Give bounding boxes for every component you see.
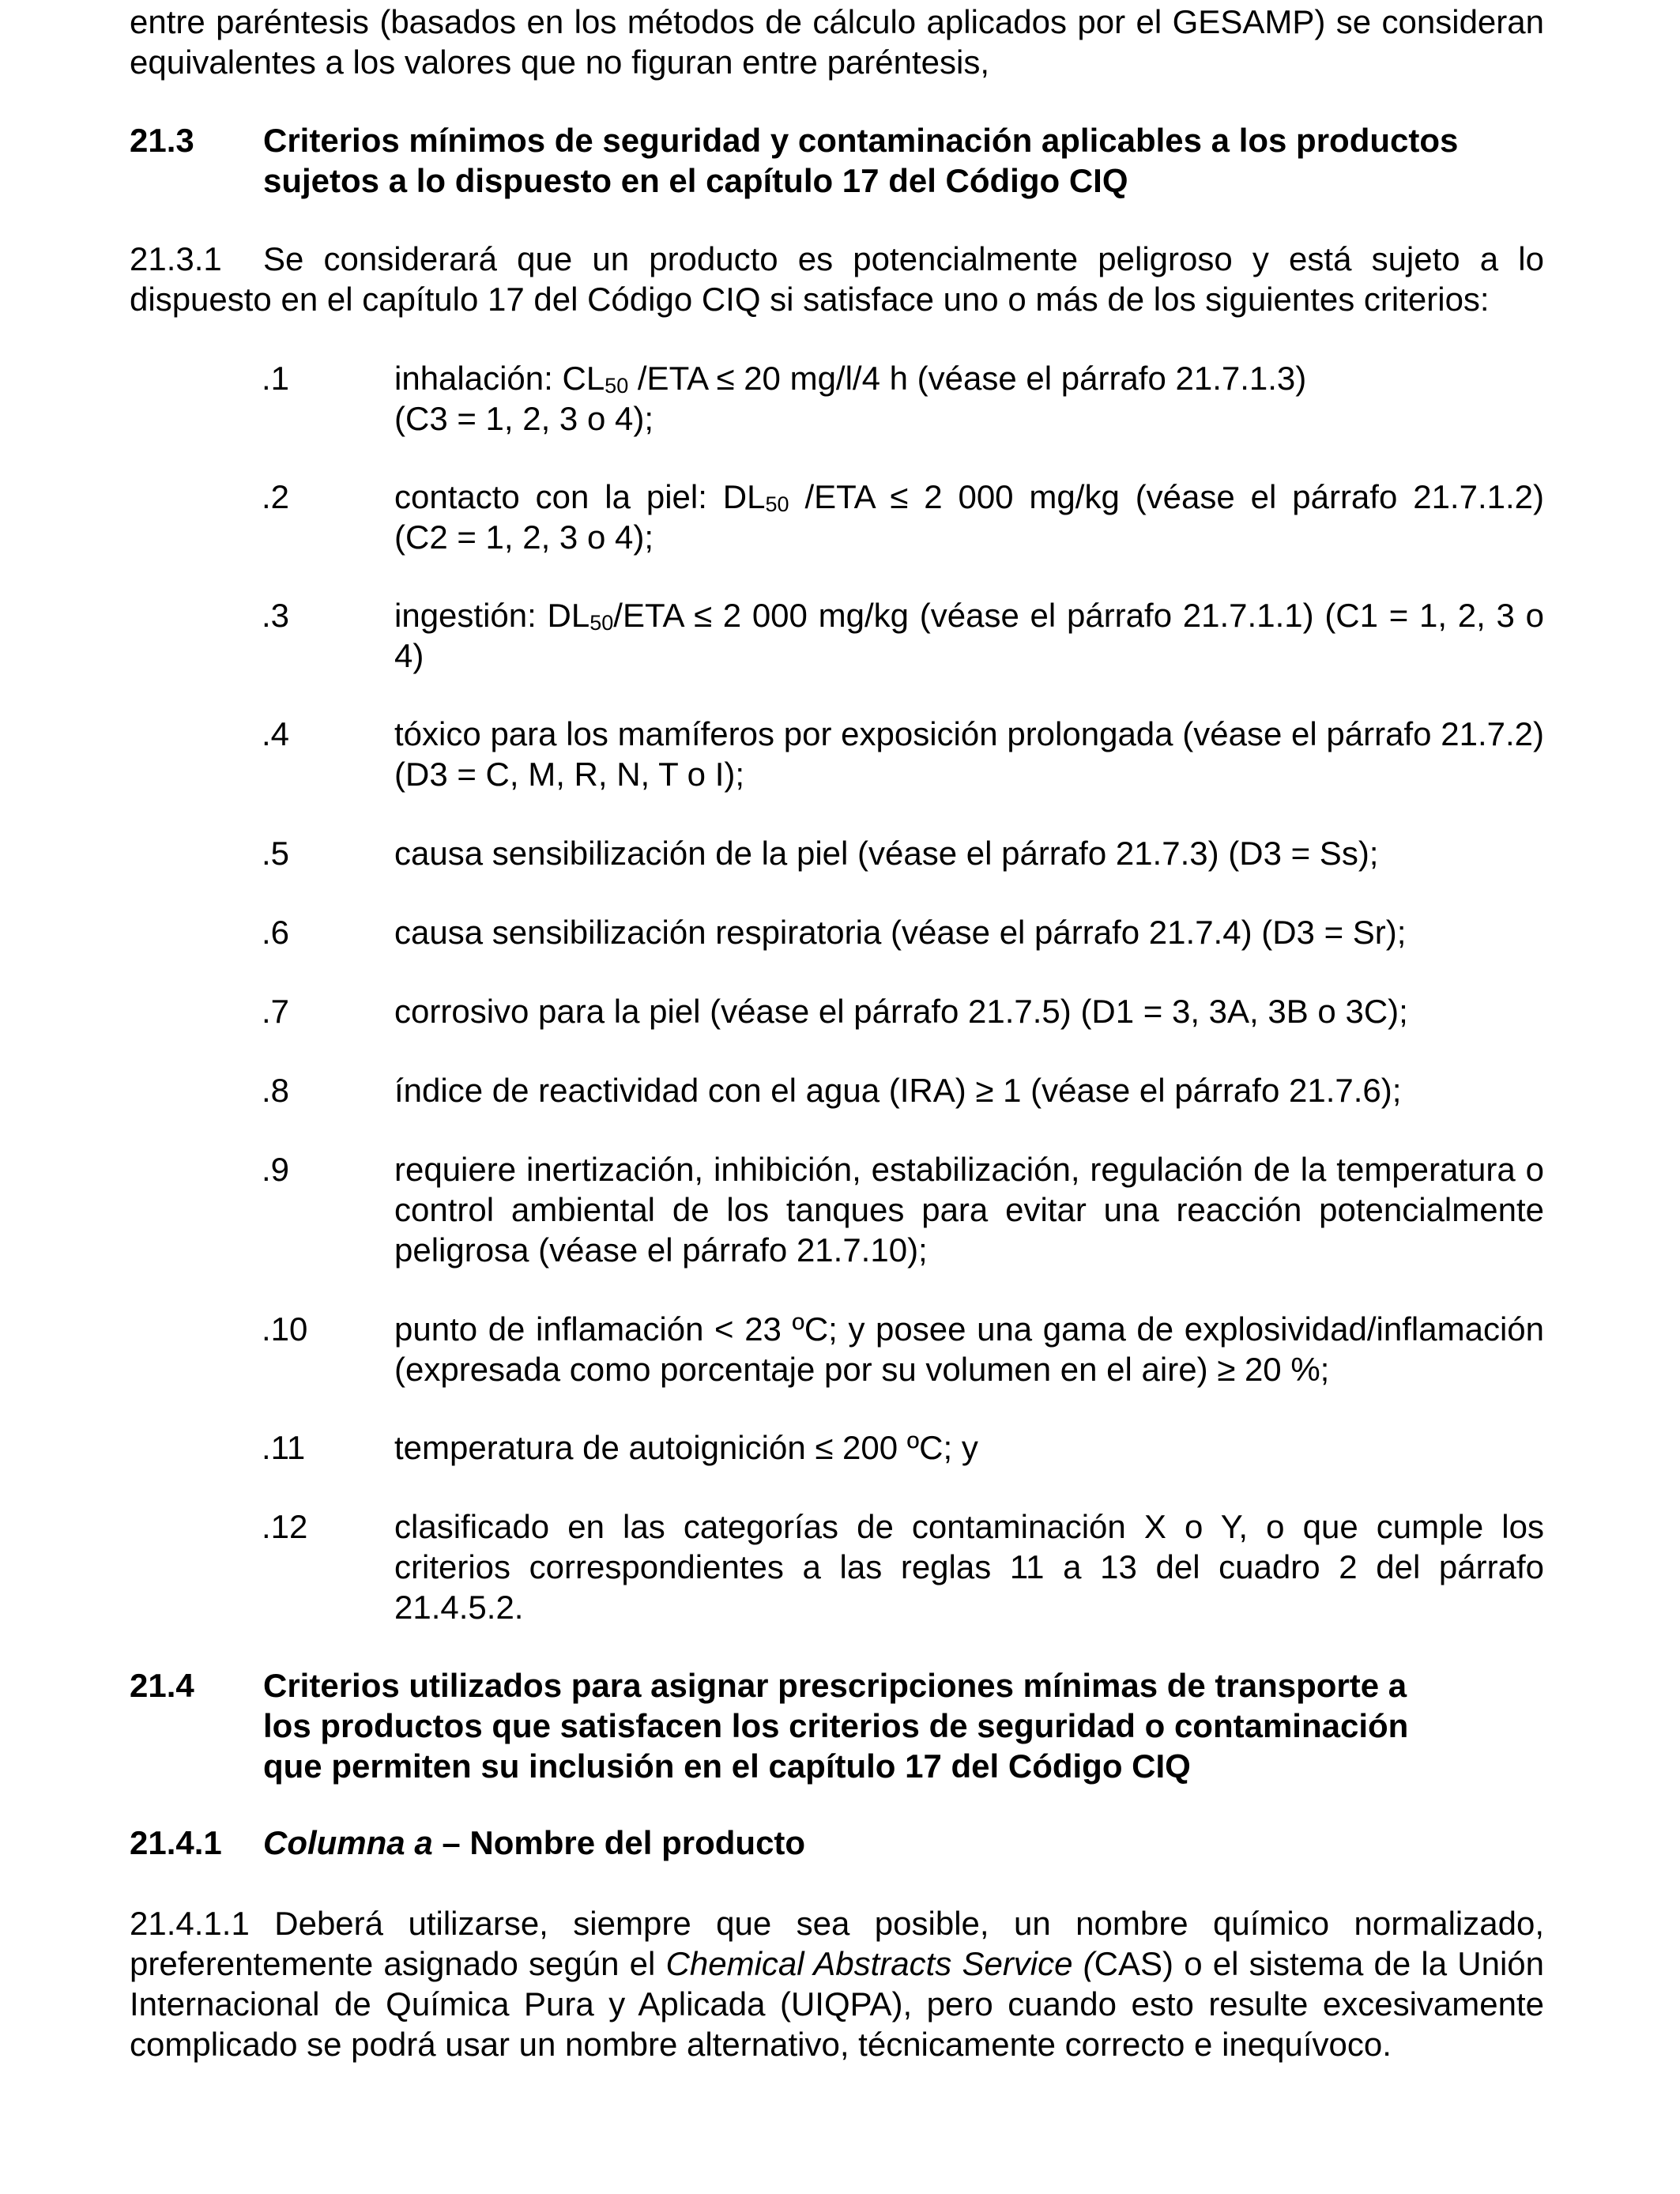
section-title-21-4-line-1: Criterios utilizados para asignar prescripciones mínimas de transporte a xyxy=(263,1667,1407,1704)
paragraph-number: 21.3.1 xyxy=(130,240,222,277)
list-item-text xyxy=(394,477,1544,557)
section-title-21-3-line-2: sujetos a lo dispuesto en el capítulo 17 del Código CIQ xyxy=(263,162,1128,199)
section-title-21-4-line-3: que permiten su inclusión en el capítulo 17 del Código CIQ xyxy=(263,1747,1191,1785)
list-item-number: .8 xyxy=(262,1072,290,1109)
paragraph-text-a: Deberá utilizarse, siempre que sea posible, un nombre químico normalizado, preferentemente asignado según el xyxy=(130,1905,1544,1982)
list-item-number: .12 xyxy=(262,1508,308,1545)
list-item-number: .2 xyxy=(262,478,290,515)
item-text-part: /ETA ≤ 2 000 mg/kg (véase el párrafo 21.7.1.2) xyxy=(789,478,1544,515)
paragraph-number: 21.4.1.1 xyxy=(130,1905,250,1942)
list-item-number: .1 xyxy=(262,360,290,397)
intro-line-2: equivalentes a los valores que no figuran entre paréntesis, xyxy=(130,43,990,81)
section-number-21-3: 21.3 xyxy=(130,122,194,159)
intro-line-1: entre paréntesis (basados en los métodos de cálculo aplicados por el GESAMP) se consideran xyxy=(130,3,1544,40)
list-item-number: .3 xyxy=(262,597,290,634)
list-item-text xyxy=(394,358,1544,439)
section-number-21-4: 21.4 xyxy=(130,1667,194,1704)
section-title-21-4-1 xyxy=(263,1823,1512,1863)
list-item-text: requiere inertización, inhibición, estabilización, regulación de la temperatura o control ambiental de los tanques para evitar una reacción potencialmente peligrosa (véase el párrafo 21.7.10); xyxy=(394,1151,1544,1269)
list-item-number: .5 xyxy=(262,835,290,872)
list-item-number: .9 xyxy=(262,1151,290,1188)
list-item-text: causa sensibilización respiratoria (véase el párrafo 21.7.4) (D3 = Sr); xyxy=(394,914,1407,951)
list-item-text: causa sensibilización de la piel (véase el párrafo 21.7.3) (D3 = Ss); xyxy=(394,835,1379,872)
section-title-21-4-line-2: los productos que satisfacen los criterios de seguridad o contaminación xyxy=(263,1707,1409,1744)
intro-paragraph xyxy=(130,2,1544,82)
item-text-part: /ETA ≤ 2 000 mg/kg (véase el párrafo 21.7.1.1) (C1 = 1, 2, 3 o 4) xyxy=(394,597,1544,674)
list-item-text: punto de inflamación < 23 ºC; y posee una gama de explosividad/inflamación (expresada como porcentaje por su volumen en el aire) ≥ 20 %; xyxy=(394,1310,1544,1388)
list-item-number: .6 xyxy=(262,914,290,951)
paragraph-21-4-1-1 xyxy=(130,1903,1544,2064)
section-title-rest: – Nombre del producto xyxy=(432,1824,806,1861)
list-item-number: .4 xyxy=(262,715,290,752)
item-text-part: ingestión: DL xyxy=(394,597,590,634)
paragraph-text: Se considerará que un producto es potencialmente peligroso y está sujeto a lo dispuesto en el capítulo 17 del Código CIQ si satisface uno o más de los siguientes criterios: xyxy=(130,240,1544,318)
subscript: 50 xyxy=(605,374,629,398)
section-number-21-4-1: 21.4.1 xyxy=(130,1824,222,1861)
section-title-21-3 xyxy=(263,120,1512,201)
list-item-number: .11 xyxy=(262,1429,306,1466)
section-title-21-3-line-1: Criterios mínimos de seguridad y contaminación aplicables a los productos xyxy=(263,122,1459,159)
list-item-text xyxy=(394,595,1544,676)
list-item-text: tóxico para los mamíferos por exposición prolongada (véase el párrafo 21.7.2) (D3 = C, M, R, N, T o I); xyxy=(394,715,1544,793)
list-item-text: índice de reactividad con el agua (IRA) ≥ 1 (véase el párrafo 21.7.6); xyxy=(394,1072,1402,1109)
item-text-part: /ETA ≤ 20 mg/l/4 h (véase el párrafo 21.7.1.3) xyxy=(628,360,1307,397)
paragraph-text-b: CAS) o el sistema de la Unión Internacional de Química Pura y Aplicada (UIQPA), pero cuando esto resulte excesivamente complicado se podrá usar un nombre alternativo, técnicamente correcto e inequívoco. xyxy=(130,1945,1544,2063)
list-item-text: temperatura de autoignición ≤ 200 ºC; y xyxy=(394,1429,978,1466)
section-title-21-4 xyxy=(263,1665,1512,1786)
list-item-text: corrosivo para la piel (véase el párrafo 21.7.5) (D1 = 3, 3A, 3B o 3C); xyxy=(394,993,1408,1030)
item-text-part: contacto con la piel: DL xyxy=(394,478,766,515)
section-title-italic: Columna a xyxy=(263,1824,433,1861)
paragraph-text-italic: Chemical Abstracts Service ( xyxy=(665,1945,1094,1982)
item-text-line-2: (C3 = 1, 2, 3 o 4); xyxy=(394,400,654,437)
list-item-number: .7 xyxy=(262,993,290,1030)
list-item-text: clasificado en las categorías de contaminación X o Y, o que cumple los criterios correspondientes a las reglas 11 a 13 del cuadro 2 del párrafo 21.4.5.2. xyxy=(394,1508,1544,1626)
subscript: 50 xyxy=(765,492,789,516)
item-text-part: inhalación: CL xyxy=(394,360,605,397)
list-item-number: .10 xyxy=(262,1310,308,1348)
item-text-line-2: (C2 = 1, 2, 3 o 4); xyxy=(394,518,654,556)
subscript: 50 xyxy=(590,611,614,635)
paragraph-21-3-1 xyxy=(130,239,1544,319)
